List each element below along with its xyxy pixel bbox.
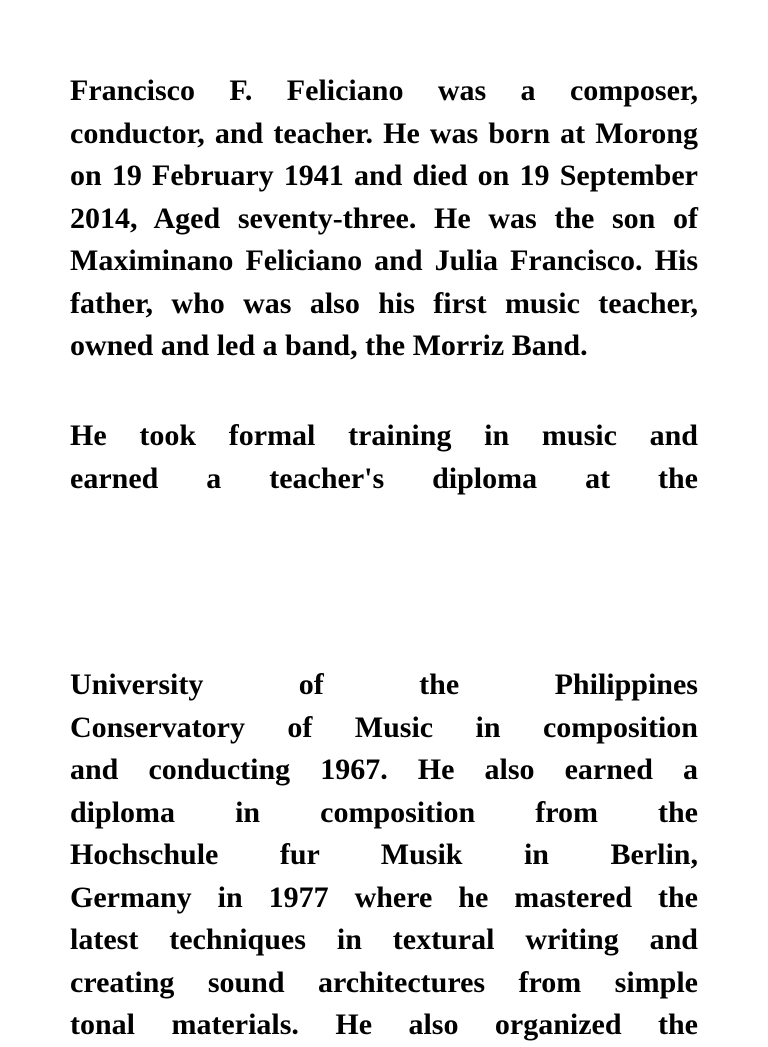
- paragraph-line: He took formal training in music and: [70, 419, 698, 452]
- paragraph-training: [70, 415, 698, 500]
- paragraph-biography-intro: Francisco F. Feliciano was a composer, conductor, and teacher. He was born at Morong on 19 February 1941 and died on 19 September 2014, Aged seventy-three. He was the son of Maximinano Feliciano and Julia Francisco. His father, who was also his first music teacher, owned and led a band, the Morriz Band.: [70, 74, 698, 362]
- paragraph-line: Conservatory of Music in composition: [70, 710, 698, 744]
- paragraph-line: Germany in 1977 where he mastered the: [70, 880, 698, 914]
- paragraph-line: latest techniques in textural writing and: [70, 923, 698, 956]
- paragraph-line: earned a teacher's diploma at the: [70, 461, 698, 495]
- paragraph-line: tonal materials. He also organized the: [70, 1008, 698, 1041]
- paragraph-line: Hochschule fur Musik in Berlin,: [70, 838, 698, 871]
- paragraph-line: creating sound architectures from simple: [70, 965, 698, 999]
- paragraph-line: diploma in composition from the: [70, 795, 698, 829]
- paragraph-education: [70, 664, 698, 1047]
- paragraph-line: and conducting 1967. He also earned a: [70, 753, 698, 786]
- paragraph-line: University of the Philippines: [70, 668, 698, 701]
